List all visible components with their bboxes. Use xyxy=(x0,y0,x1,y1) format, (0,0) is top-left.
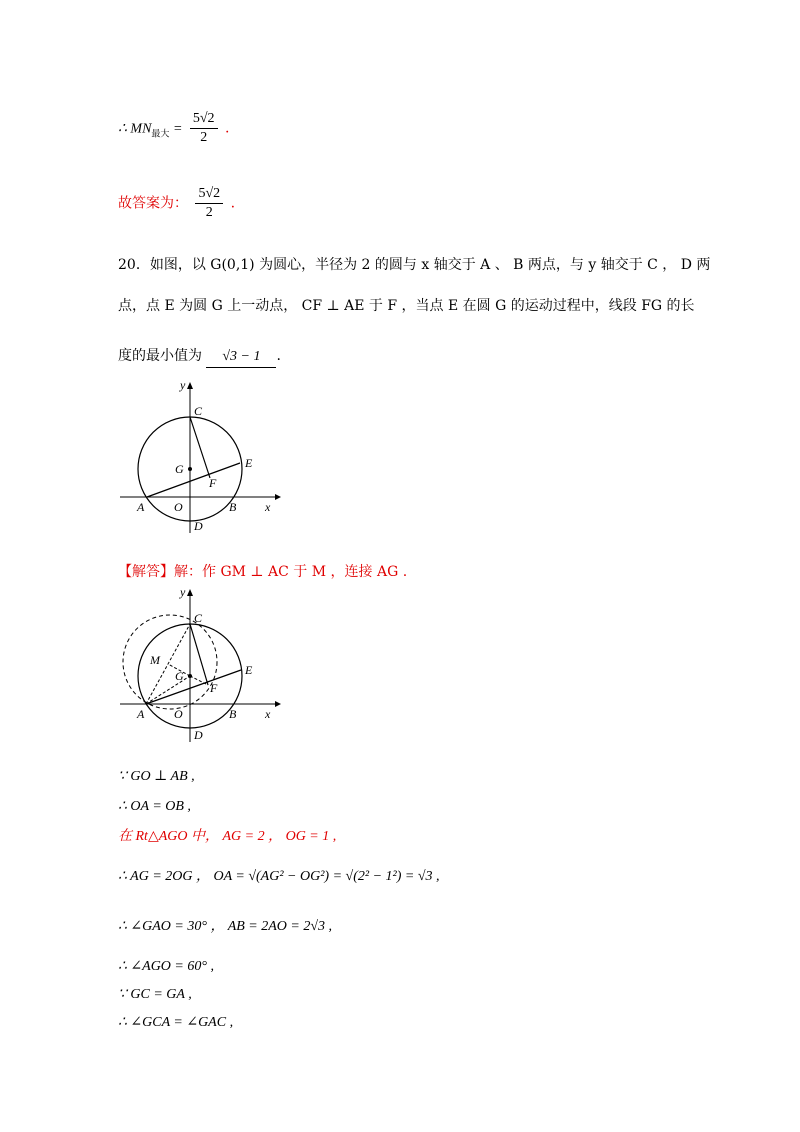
fig1-label-y: y xyxy=(180,378,186,392)
mn-fraction-numerator: 5√2 xyxy=(190,110,218,129)
fig2-label-b: B xyxy=(229,707,237,721)
fig2-label-e: E xyxy=(245,663,253,677)
step-2: ∴ OA = OB , xyxy=(118,799,191,814)
mn-result-line xyxy=(118,110,229,147)
fig1-label-f: F xyxy=(209,476,217,490)
fig1-label-d: D xyxy=(194,519,203,533)
step-3: 在 Rt△AGO 中， AG = 2 ， OG = 1 , xyxy=(118,829,337,844)
problem-line-1: 20．如图，以 G(0,1) 为圆心，半径为 2 的圆与 x 轴交于 A 、 B 两点，与 y 轴交于 C ， D 两 xyxy=(118,257,711,273)
figure-2 xyxy=(110,582,290,747)
answer-blank: √3 − 1 xyxy=(206,347,276,368)
step-4: ∴ AG = 2OG ， OA = √(AG² − OG²) = √(2² − 1²) = √3 , xyxy=(118,869,440,884)
fig1-label-e: E xyxy=(245,456,253,470)
answer-line xyxy=(118,185,235,222)
fig1-label-c: C xyxy=(194,404,203,418)
answer-fraction xyxy=(195,185,223,222)
step-7: ∵ GC = GA , xyxy=(118,987,192,1002)
fig1-label-a: A xyxy=(137,500,145,514)
fig1-label-x: x xyxy=(265,500,271,514)
solution-tag: 【解答】 xyxy=(118,564,174,580)
step-1: ∵ GO ⊥ AB , xyxy=(118,769,195,784)
fig2-label-y: y xyxy=(180,585,186,599)
problem-line-3 xyxy=(118,346,281,368)
step-5: ∴ ∠GAO = 30° ， AB = 2AO = 2√3 , xyxy=(118,919,333,934)
fig2-label-x: x xyxy=(265,707,271,721)
mn-prefix: ∴ MN xyxy=(118,121,152,137)
step-8: ∴ ∠GCA = ∠GAC , xyxy=(118,1015,234,1030)
problem-line-2: 点，点 E 为圆 G 上一动点， CF ⊥ AE 于 F ，当点 E 在圆 G 的运动过程中，线段 FG 的长 xyxy=(118,298,695,314)
mn-end: . xyxy=(224,120,230,137)
fig1-label-o: O xyxy=(174,500,183,514)
fig2-label-f: F xyxy=(210,681,218,695)
answer-end: . xyxy=(230,195,236,212)
solution-header xyxy=(118,562,407,582)
figure-1 xyxy=(110,375,290,535)
solution-text: 解：作 GM ⊥ AC 于 M ，连接 AG . xyxy=(174,564,408,580)
fig2-label-o: O xyxy=(174,707,183,721)
answer-label: 故答案为： xyxy=(118,195,188,212)
answer-fraction-denominator: 2 xyxy=(205,205,213,220)
problem-line-3-prefix: 度的最小值为 xyxy=(118,348,202,364)
fig2-label-d: D xyxy=(194,728,203,742)
fig2-label-g: G xyxy=(175,669,184,683)
mn-fraction-denominator: 2 xyxy=(200,130,208,145)
mn-fraction xyxy=(190,110,218,147)
mn-equals: = xyxy=(169,121,183,137)
answer-fraction-numerator: 5√2 xyxy=(195,185,223,204)
fig2-label-a: A xyxy=(137,707,145,721)
problem-line-3-end: . xyxy=(276,348,281,364)
mn-subscript: 最大 xyxy=(151,129,170,140)
fig1-label-b: B xyxy=(229,500,237,514)
fig1-label-g: G xyxy=(175,462,184,476)
step-6: ∴ ∠AGO = 60° , xyxy=(118,959,214,974)
fig2-label-c: C xyxy=(194,611,203,625)
fig2-label-m: M xyxy=(150,653,160,667)
